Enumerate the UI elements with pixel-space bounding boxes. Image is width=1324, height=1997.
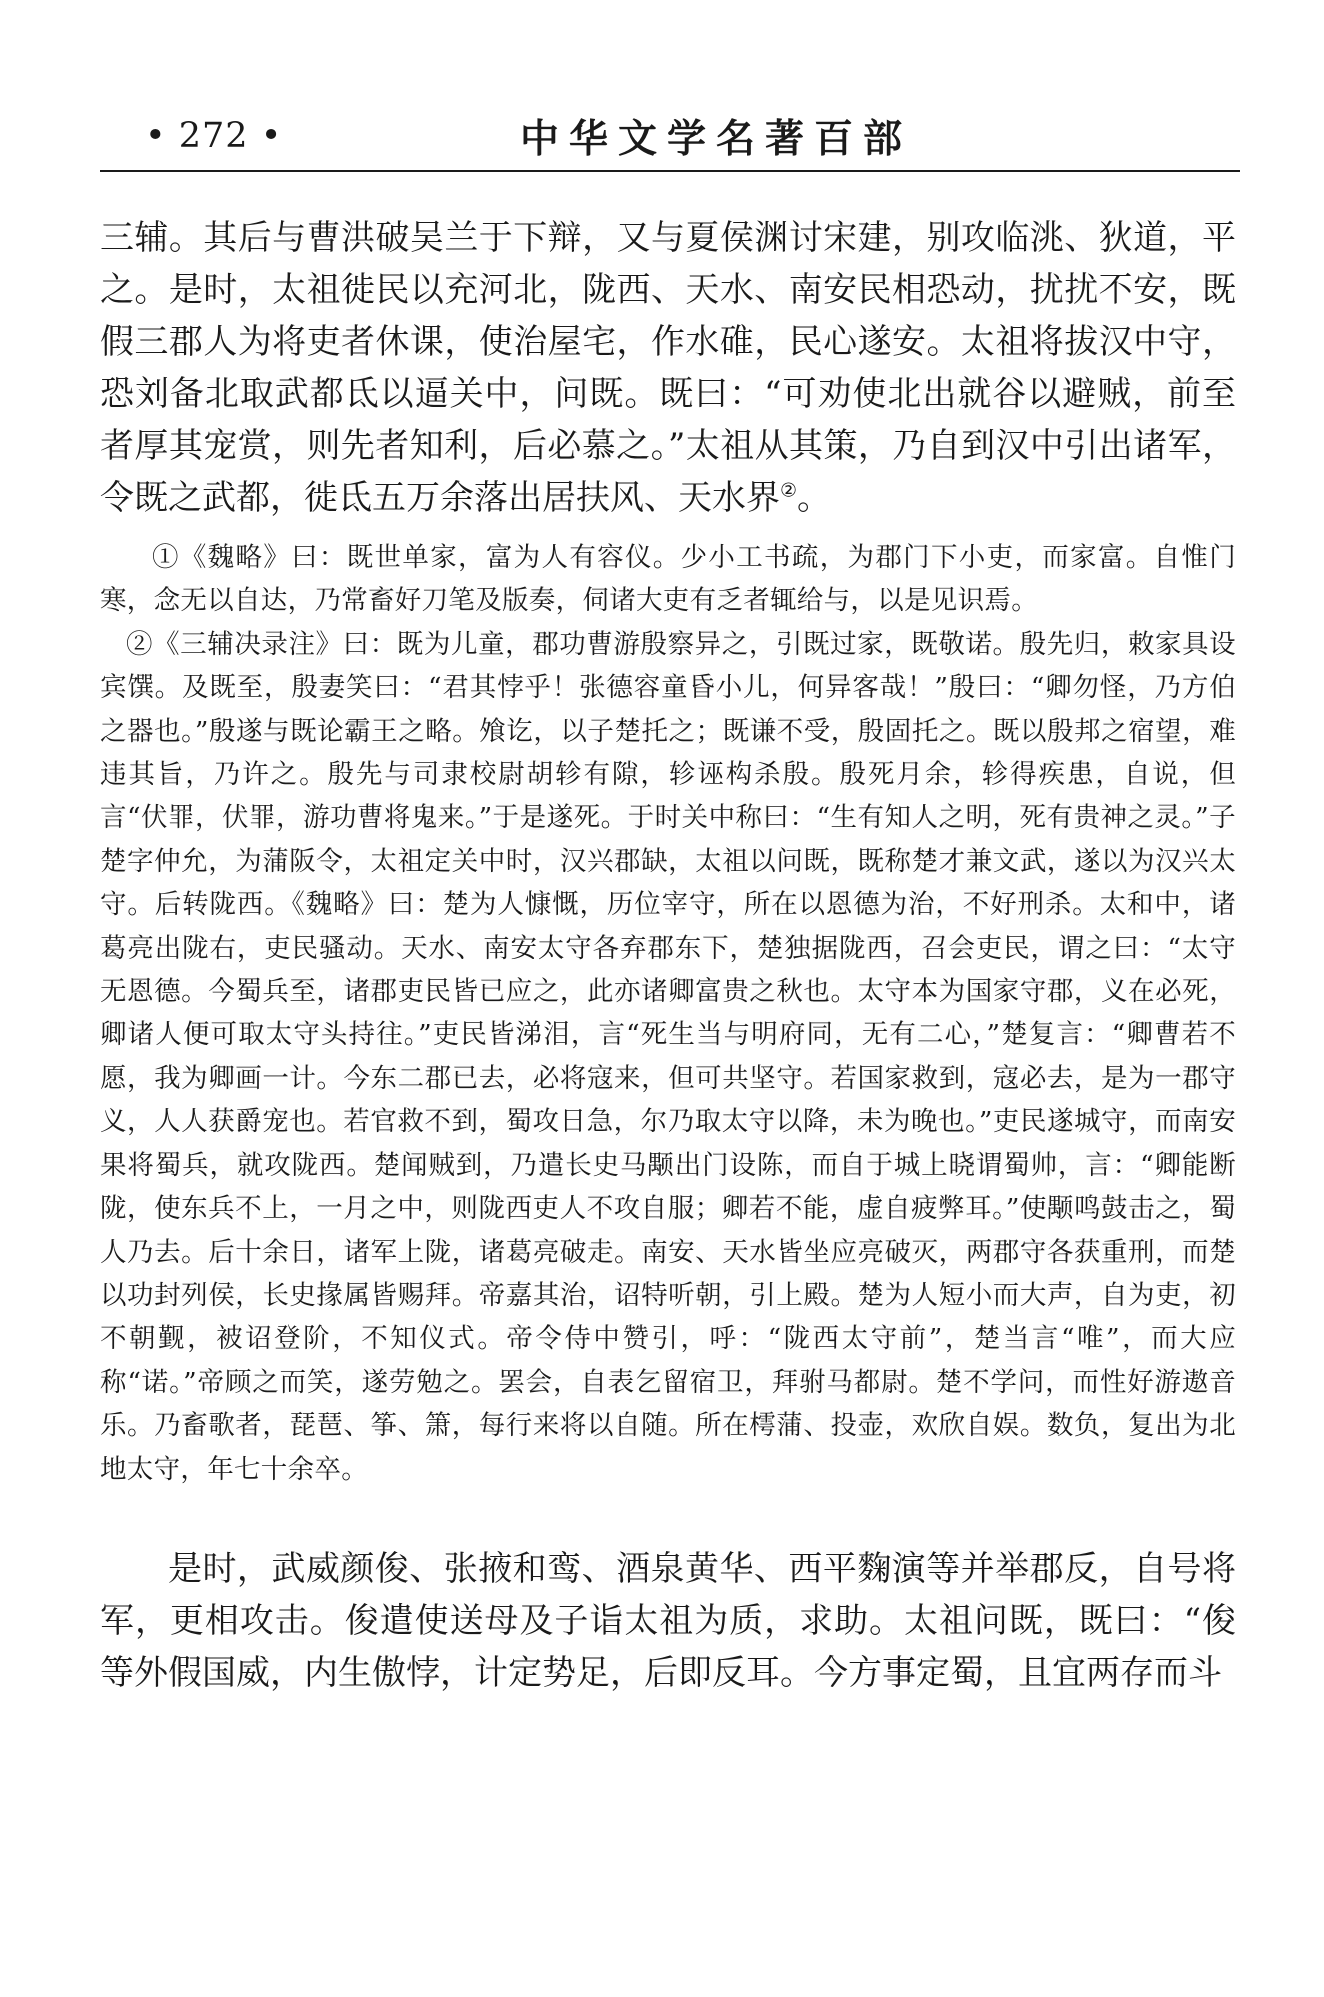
paragraph-gap <box>100 1491 1236 1543</box>
footnote-marker: ② <box>780 479 798 502</box>
page-number: • 272 • <box>145 116 283 156</box>
main-paragraph-1-text: 三辅。其后与曹洪破吴兰于下辩，又与夏侯渊讨宋建，别攻临洮、狄道，平之。是时，太祖徙民以充河北，陇西、天水、南安民相恐动，扰扰不安，既假三郡人为将吏者休课，使治屋宅，作水碓，民心遂安。太祖将拔汉中守，恐刘备北取武都氐以逼关中，问既。既曰：“可劝使北出就谷以避贼，前至者厚其宠赏，则先者知利，后必慕之。”太祖从其策，乃自到汉中引出诸军，令既之武都，徙氐五万余落出居扶风、天水界 <box>100 218 1236 518</box>
book-title: 中华文学名著百部 <box>520 116 913 162</box>
annotations <box>100 536 1236 1491</box>
page-body <box>100 212 1236 1699</box>
main-paragraph-2: 是时，武威颜俊、张掖和鸾、酒泉黄华、西平麴演等并举郡反，自号将军，更相攻击。俊遣使送母及子诣太祖为质，求助。太祖问既，既曰：“俊等外假国威，内生傲悖，计定势足，后即反耳。今方事定蜀，且宜两存而斗 <box>100 1548 1236 1693</box>
main-paragraph-1 <box>100 212 1236 524</box>
main-paragraph-1-end: 。 <box>797 478 832 518</box>
page-header <box>100 108 1240 170</box>
header-rule <box>100 170 1240 172</box>
annotation-2: ②《三辅决录注》曰：既为儿童，郡功曹游殷察异之，引既过家，既敬诺。殷先归，敕家具设宾馔。及既至，殷妻笑曰：“君其悖乎！张德容童昏小儿，何异客哉！”殷曰：“卿勿怪，乃方伯之器也。”殷遂与既论霸王之略。飧讫，以子楚托之；既谦不受，殷固托之。既以殷邦之宿望，难违其旨，乃许之。殷先与司隶校尉胡轸有隙，轸诬构杀殷。殷死月余，轸得疾患，自说，但言“伏罪，伏罪，游功曹将鬼来。”于是遂死。于时关中称曰：“生有知人之明，死有贵神之灵。”子楚字仲允，为蒲阪令，太祖定关中时，汉兴郡缺，太祖以问既，既称楚才兼文武，遂以为汉兴太守。后转陇西。《魏略》曰：楚为人慷慨，历位宰守，所在以恩德为治，不好刑杀。太和中，诸葛亮出陇右，吏民骚动。天水、南安太守各弃郡东下，楚独据陇西，召会吏民，谓之曰：“太守无恩德。今蜀兵至，诸郡吏民皆已应之，此亦诸卿富贵之秋也。太守本为国家守郡，义在必死，卿诸人便可取太守头持往。”吏民皆涕泪，言“死生当与明府同，无有二心，”楚复言：“卿曹若不愿，我为卿画一计。今东二郡已去，必将寇来，但可共坚守。若国家救到，寇必去，是为一郡守义，人人获爵宠也。若官救不到，蜀攻日急，尔乃取太守以降，未为晚也。”吏民遂城守，而南安果将蜀兵，就攻陇西。楚闻贼到，乃遣长史马颙出门设陈，而自于城上晓谓蜀帅，言：“卿能断陇，使东兵不上，一月之中，则陇西吏人不攻自服；卿若不能，虚自疲弊耳。”使颙鸣鼓击之，蜀人乃去。后十余日，诸军上陇，诸葛亮破走。南安、天水皆坐应亮破灭，两郡守各获重刑，而楚以功封列侯，长史掾属皆赐拜。帝嘉其治，诏特听朝，引上殿。楚为人短小而大声，自为吏，初不朝觐，被诏登阶，不知仪式。帝令侍中赞引，呼：“陇西太守前”，楚当言“唯”，而大应称“诺。”帝顾之而笑，遂劳勉之。罢会，自表乞留宿卫，拜驸马都尉。楚不学问，而性好游遨音乐。乃畜歌者，琵琶、筝、箫，每行来将以自随。所在樗蒲、投壶，欢欣自娱。数负，复出为北地太守，年七十余卒。 <box>100 628 1236 1485</box>
annotation-1: ①《魏略》曰：既世单家，富为人有容仪。少小工书疏，为郡门下小吏，而家富。自惟门寒，念无以自达，乃常畜好刀笔及版奏，伺诸大吏有乏者辄给与，以是见识焉。 <box>100 542 1236 617</box>
